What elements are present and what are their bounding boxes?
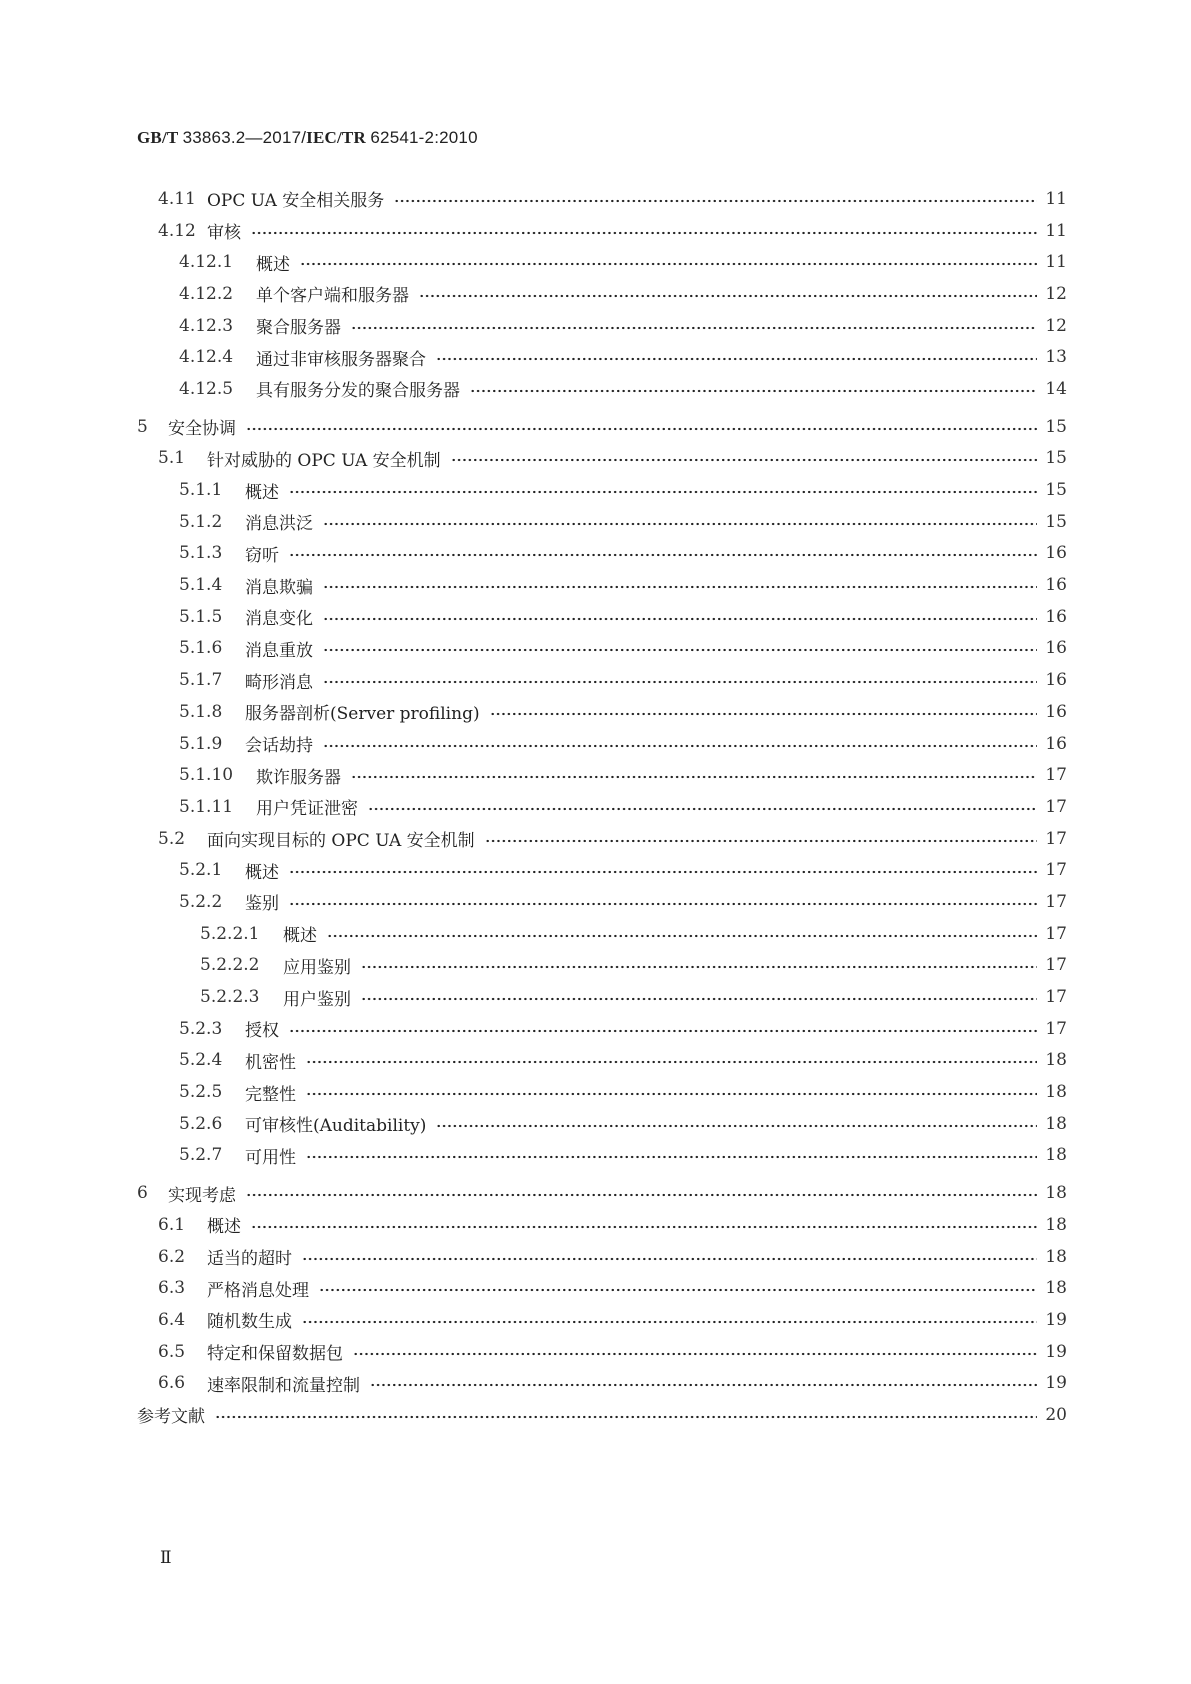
- dot-leader: [289, 870, 1037, 874]
- toc-entry[interactable]: [0, 474, 1191, 506]
- dot-leader: [419, 294, 1037, 298]
- toc-entry[interactable]: [0, 886, 1191, 918]
- toc-entry-number: 6.1: [158, 1214, 186, 1235]
- dot-leader: [246, 427, 1037, 431]
- dot-leader: [300, 262, 1037, 266]
- toc-entry-page: 17: [1045, 860, 1067, 881]
- toc-entry[interactable]: [0, 538, 1191, 570]
- toc-entry-number: 5.1.1: [179, 480, 223, 501]
- toc-entry-page: 17: [1045, 828, 1067, 849]
- dot-leader: [323, 744, 1037, 748]
- toc-entry-page: 11: [1045, 252, 1067, 273]
- toc-entry-title: 实现考虑: [168, 1185, 236, 1206]
- toc-entry[interactable]: [0, 278, 1191, 310]
- toc-entry[interactable]: [0, 950, 1191, 982]
- toc-entry[interactable]: [0, 1367, 1191, 1399]
- toc-entry-page: 15: [1045, 480, 1067, 501]
- dot-leader: [246, 1193, 1037, 1197]
- dot-leader: [289, 902, 1037, 906]
- toc-entry[interactable]: [0, 854, 1191, 886]
- dot-leader: [323, 522, 1037, 526]
- dot-leader: [436, 357, 1037, 361]
- dot-leader: [319, 1288, 1037, 1292]
- toc-entry[interactable]: [0, 310, 1191, 342]
- toc-entry-number: 4.12.2: [179, 283, 234, 304]
- toc-entry-page: 19: [1045, 1309, 1067, 1330]
- dot-leader: [485, 839, 1037, 843]
- dot-leader: [323, 648, 1037, 652]
- toc-entry[interactable]: [0, 1272, 1191, 1304]
- toc-entry-number: 5.2.2: [179, 891, 223, 912]
- toc-entry-title: 严格消息处理: [207, 1280, 309, 1301]
- toc-entry-number: 6.2: [158, 1246, 186, 1267]
- toc-entry-number: 5.2.2.1: [200, 923, 260, 944]
- toc-entry[interactable]: [0, 664, 1191, 696]
- toc-entry-number: 5.1.6: [179, 638, 223, 659]
- toc-entry-page: 15: [1045, 511, 1067, 532]
- dot-leader: [289, 490, 1037, 494]
- toc-entry-title: 窃听: [245, 545, 279, 566]
- toc-entry[interactable]: [0, 633, 1191, 665]
- document-header: [137, 128, 478, 148]
- toc-entry-title: 机密性: [245, 1052, 296, 1073]
- toc-entry-title: 鉴别: [245, 894, 279, 915]
- toc-entry-number: 5: [137, 416, 148, 437]
- dot-leader: [353, 1352, 1037, 1356]
- toc-entry-number: 6.6: [158, 1373, 186, 1394]
- toc-entry-page: 18: [1045, 1082, 1067, 1103]
- toc-entry-title: 完整性: [245, 1084, 296, 1105]
- toc-entry-number: 4.12.1: [179, 252, 234, 273]
- dot-leader: [289, 553, 1037, 557]
- toc-entry-page: 13: [1045, 347, 1067, 368]
- toc-entry-title: 用户鉴别: [283, 989, 351, 1010]
- toc-entry-title: 用户凭证泄密: [256, 799, 358, 820]
- dot-leader: [306, 1155, 1037, 1159]
- toc-entry-number: 5.1.7: [179, 670, 223, 691]
- toc-entry-title: 审核: [207, 223, 241, 244]
- dot-leader: [351, 326, 1037, 330]
- toc-entry[interactable]: [0, 1399, 1191, 1431]
- toc-entry-number: 5.2.4: [179, 1050, 223, 1071]
- dot-leader: [351, 775, 1037, 779]
- toc-entry-page: 18: [1045, 1145, 1067, 1166]
- toc-entry-title: 服务器剖析(Server profiling): [245, 704, 480, 725]
- toc-entry-number: 4.11: [158, 188, 196, 209]
- toc-entry-number: 5.1: [158, 448, 186, 469]
- toc-entry-page: 17: [1045, 891, 1067, 912]
- toc-entry[interactable]: [0, 411, 1191, 443]
- toc-entry-page: 16: [1045, 638, 1067, 659]
- toc-entry-title: 安全协调: [168, 419, 236, 440]
- toc-entry-page: 18: [1045, 1246, 1067, 1267]
- toc-entry-page: 16: [1045, 701, 1067, 722]
- dot-leader: [361, 997, 1037, 1001]
- toc-entry-number: 5.1.5: [179, 606, 223, 627]
- toc-entry-title: 畸形消息: [245, 672, 313, 693]
- toc-entry-page: 12: [1045, 283, 1067, 304]
- toc-entry-title: 消息变化: [245, 609, 313, 630]
- dot-leader: [451, 458, 1037, 462]
- toc-entry-title: 聚合服务器: [256, 318, 341, 339]
- toc-entry-title: 通过非审核服务器聚合: [256, 349, 426, 370]
- toc-entry-number: 5.2: [158, 828, 186, 849]
- toc-entry-title: 欺诈服务器: [256, 767, 341, 788]
- iec-number: 62541-2:2010: [370, 128, 478, 147]
- toc-entry-title: 授权: [245, 1021, 279, 1042]
- toc-entry[interactable]: [0, 373, 1191, 405]
- dot-leader: [370, 1383, 1037, 1387]
- dot-leader: [251, 1225, 1037, 1229]
- toc-entry-number: 4.12: [158, 220, 196, 241]
- toc-entry[interactable]: [0, 246, 1191, 278]
- dot-leader: [323, 680, 1037, 684]
- toc-entry-page: 19: [1045, 1341, 1067, 1362]
- toc-entry[interactable]: [0, 728, 1191, 760]
- toc-entry-page: 15: [1045, 416, 1067, 437]
- toc-entry-page: 19: [1045, 1373, 1067, 1394]
- dot-leader: [323, 617, 1037, 621]
- toc-entry-page: 18: [1045, 1113, 1067, 1134]
- toc-entry-page: 16: [1045, 543, 1067, 564]
- toc-entry[interactable]: [0, 1108, 1191, 1140]
- dot-leader: [251, 231, 1037, 235]
- toc-entry-title: 参考文献: [137, 1407, 205, 1428]
- toc-entry-page: 17: [1045, 765, 1067, 786]
- dot-leader: [490, 712, 1037, 716]
- toc-entry[interactable]: [0, 1140, 1191, 1172]
- toc-entry-page: 17: [1045, 796, 1067, 817]
- toc-entry-number: 5.2.7: [179, 1145, 223, 1166]
- toc-entry-number: 5.1.11: [179, 796, 234, 817]
- toc-entry-page: 16: [1045, 670, 1067, 691]
- toc-entry[interactable]: [0, 1241, 1191, 1273]
- toc-entry-title: 可用性: [245, 1147, 296, 1168]
- toc-entry[interactable]: [0, 1045, 1191, 1077]
- toc-entry-number: 4.12.3: [179, 315, 234, 336]
- toc-entry-page: 18: [1045, 1278, 1067, 1299]
- toc-entry[interactable]: [0, 1304, 1191, 1336]
- dot-leader: [327, 934, 1037, 938]
- page-number: Ⅱ: [160, 1548, 172, 1568]
- dot-leader: [323, 585, 1037, 589]
- toc-entry[interactable]: [0, 1076, 1191, 1108]
- toc-entry[interactable]: [0, 1177, 1191, 1209]
- toc-entry-title: 概述: [245, 862, 279, 883]
- toc-entry[interactable]: [0, 1209, 1191, 1241]
- toc-entry-number: 5.2.2.3: [200, 987, 260, 1008]
- toc-entry-number: 5.1.10: [179, 765, 234, 786]
- toc-entry-title: 可审核性(Auditability): [245, 1116, 427, 1137]
- toc-entry-title: 适当的超时: [207, 1249, 292, 1270]
- toc-entry-page: 16: [1045, 606, 1067, 627]
- toc-entry[interactable]: [0, 443, 1191, 475]
- table-of-contents: [0, 183, 1191, 1431]
- toc-entry-title: 概述: [207, 1217, 241, 1238]
- toc-entry-title: 应用鉴别: [283, 957, 351, 978]
- toc-entry[interactable]: [0, 791, 1191, 823]
- toc-entry-title: 面向实现目标的 OPC UA 安全机制: [207, 831, 475, 852]
- toc-entry-number: 4.12.5: [179, 378, 234, 399]
- toc-entry[interactable]: [0, 215, 1191, 247]
- toc-entry[interactable]: [0, 696, 1191, 728]
- toc-entry-page: 16: [1045, 575, 1067, 596]
- toc-entry-page: 14: [1045, 378, 1067, 399]
- toc-entry-title: 速率限制和流量控制: [207, 1375, 360, 1396]
- dot-leader: [394, 199, 1037, 203]
- toc-entry-title: 概述: [256, 254, 290, 275]
- toc-entry-number: 6.5: [158, 1341, 186, 1362]
- toc-entry-number: 5.1.4: [179, 575, 223, 596]
- toc-entry-number: 5.1.2: [179, 511, 223, 532]
- toc-entry-title: 概述: [283, 926, 317, 947]
- toc-entry[interactable]: [0, 1336, 1191, 1368]
- toc-entry[interactable]: [0, 341, 1191, 373]
- dot-leader: [368, 807, 1037, 811]
- dot-leader: [306, 1060, 1037, 1064]
- toc-entry-number: 4.12.4: [179, 347, 234, 368]
- toc-entry-title: 会话劫持: [245, 736, 313, 757]
- toc-entry-number: 5.2.3: [179, 1018, 223, 1039]
- toc-entry-title: 随机数生成: [207, 1312, 292, 1333]
- toc-entry-number: 6.3: [158, 1278, 186, 1299]
- dot-leader: [361, 965, 1037, 969]
- toc-entry-page: 17: [1045, 923, 1067, 944]
- dot-leader: [289, 1029, 1037, 1033]
- toc-entry-page: 17: [1045, 1018, 1067, 1039]
- toc-entry-number: 5.1.3: [179, 543, 223, 564]
- dot-leader: [215, 1415, 1037, 1419]
- toc-entry-title: 特定和保留数据包: [207, 1344, 343, 1365]
- toc-entry[interactable]: [0, 759, 1191, 791]
- dot-leader: [436, 1124, 1037, 1128]
- toc-entry-title: 具有服务分发的聚合服务器: [256, 381, 460, 402]
- iec-prefix: IEC/TR: [306, 128, 366, 147]
- toc-entry-title: 消息洪泛: [245, 514, 313, 535]
- toc-entry[interactable]: [0, 823, 1191, 855]
- toc-entry-title: 单个客户端和服务器: [256, 286, 409, 307]
- toc-entry-page: 15: [1045, 448, 1067, 469]
- toc-entry-page: 11: [1045, 220, 1067, 241]
- toc-entry-page: 11: [1045, 188, 1067, 209]
- dot-leader: [306, 1092, 1037, 1096]
- toc-entry-number: 5.2.2.2: [200, 955, 260, 976]
- toc-entry[interactable]: [0, 918, 1191, 950]
- toc-entry[interactable]: [0, 506, 1191, 538]
- toc-entry-page: 17: [1045, 955, 1067, 976]
- toc-entry-page: 18: [1045, 1214, 1067, 1235]
- toc-entry-page: 18: [1045, 1183, 1067, 1204]
- toc-entry-number: 5.2.5: [179, 1082, 223, 1103]
- toc-entry[interactable]: [0, 981, 1191, 1013]
- toc-entry-number: 5.2.1: [179, 860, 223, 881]
- toc-entry-page: 16: [1045, 733, 1067, 754]
- toc-entry-page: 12: [1045, 315, 1067, 336]
- toc-entry-number: 5.2.6: [179, 1113, 223, 1134]
- standard-prefix: GB/T: [137, 128, 179, 147]
- toc-entry-page: 20: [1045, 1404, 1067, 1425]
- dot-leader: [302, 1320, 1037, 1324]
- toc-entry-title: OPC UA 安全相关服务: [207, 191, 385, 212]
- toc-entry-title: 消息欺骗: [245, 577, 313, 598]
- toc-entry[interactable]: [0, 569, 1191, 601]
- toc-entry[interactable]: [0, 1013, 1191, 1045]
- toc-entry-page: 17: [1045, 987, 1067, 1008]
- dot-leader: [470, 389, 1037, 393]
- toc-entry-number: 5.1.8: [179, 701, 223, 722]
- toc-entry[interactable]: [0, 601, 1191, 633]
- toc-entry-title: 概述: [245, 482, 279, 503]
- toc-entry-number: 6.4: [158, 1309, 186, 1330]
- toc-entry-page: 18: [1045, 1050, 1067, 1071]
- toc-entry-title: 针对威胁的 OPC UA 安全机制: [207, 450, 441, 471]
- standard-number: 33863.2—2017/: [182, 128, 307, 147]
- toc-entry-number: 5.1.9: [179, 733, 223, 754]
- toc-entry[interactable]: [0, 183, 1191, 215]
- toc-entry-number: 6: [137, 1183, 148, 1204]
- toc-entry-title: 消息重放: [245, 640, 313, 661]
- dot-leader: [302, 1257, 1037, 1261]
